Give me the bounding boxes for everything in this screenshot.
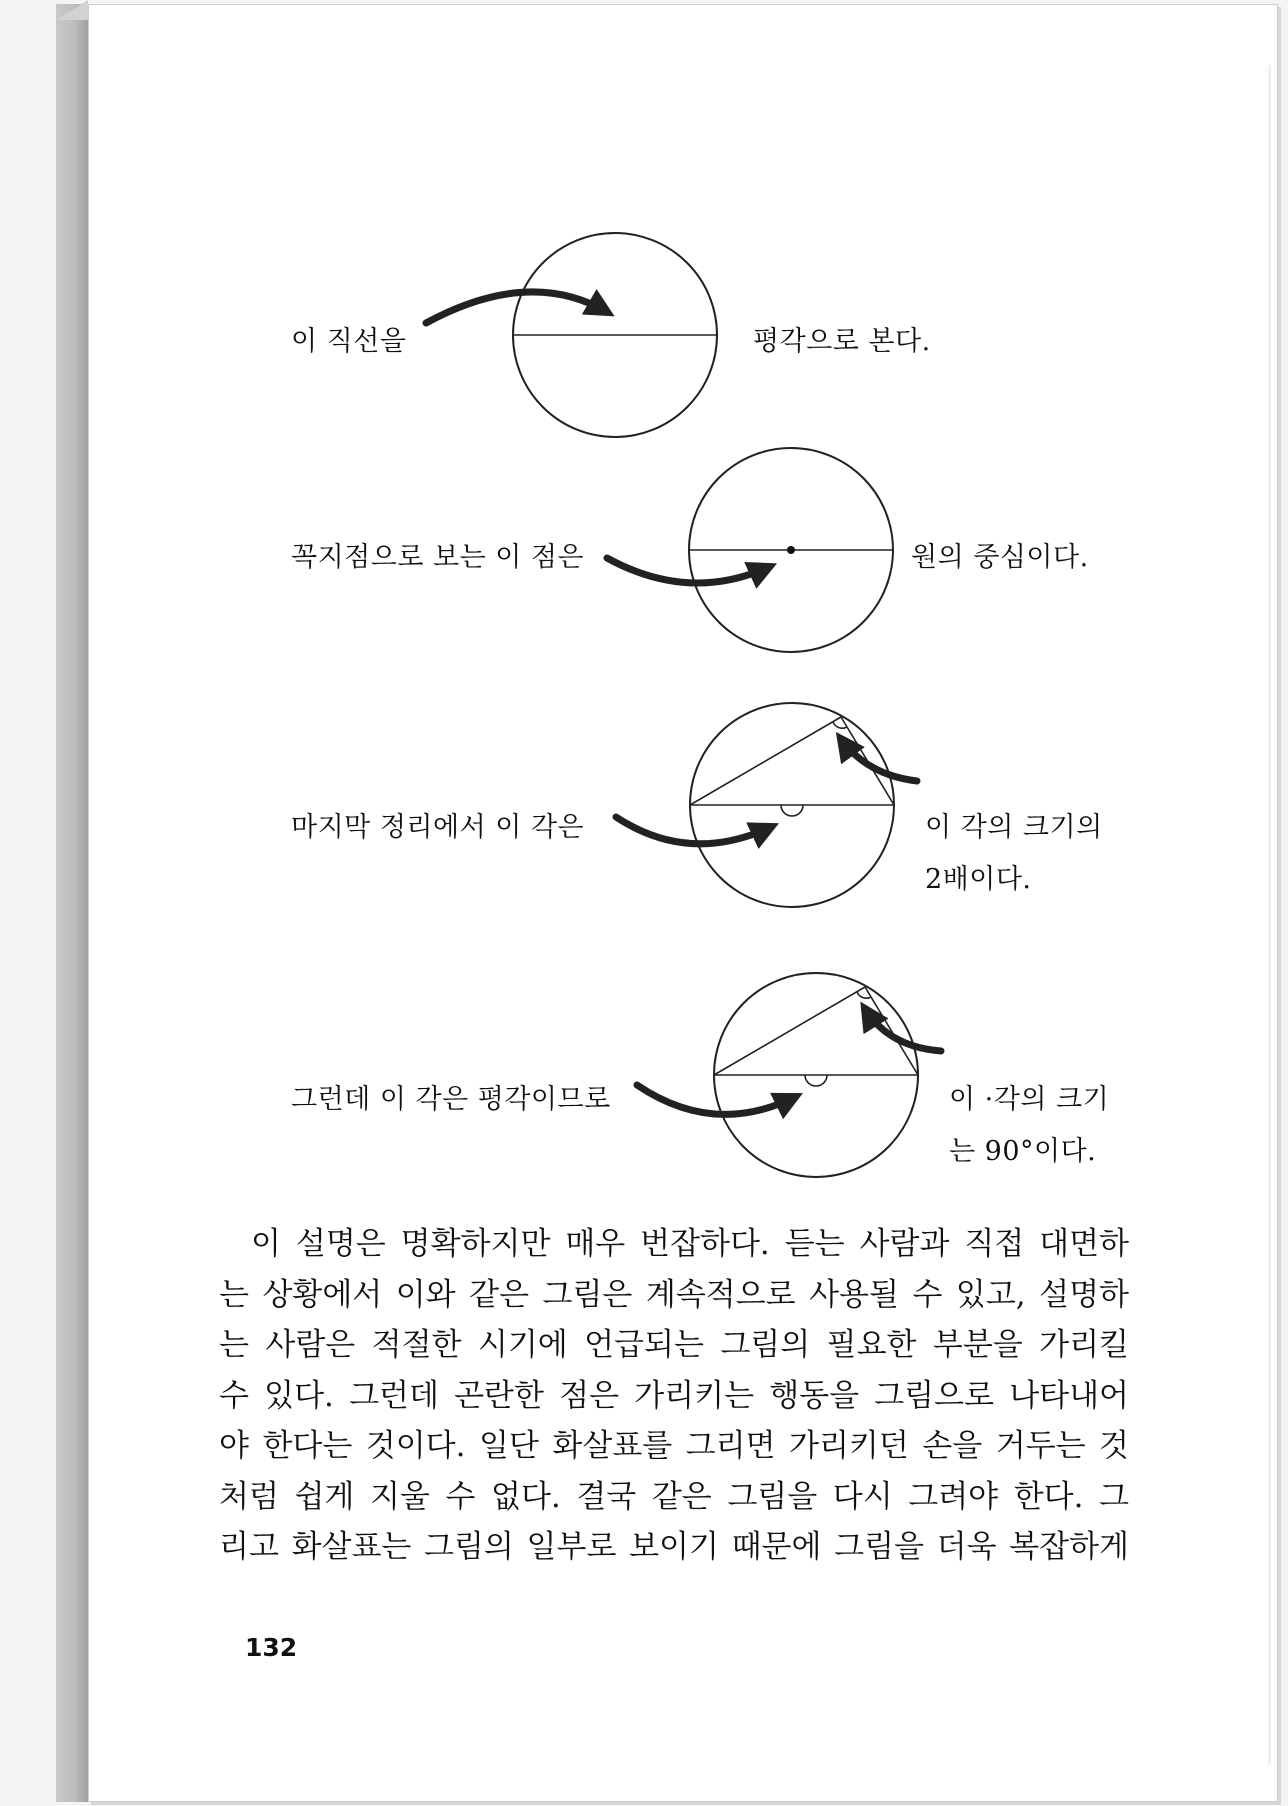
body-line-3: 는 사람은 적절한 시기에 언급되는 그림의 필요한 부분을 가리킬 <box>219 1327 1129 1363</box>
chord-4a <box>714 987 865 1075</box>
body-line-5: 야 한다는 것이다. 일단 화살표를 그리면 가리키던 손을 거두는 것 <box>219 1428 1129 1464</box>
center-angle-arc-3 <box>781 805 803 816</box>
chord-3a <box>690 717 841 805</box>
figure-1 <box>426 233 717 437</box>
figure-3 <box>616 703 917 907</box>
figure-2 <box>607 448 893 652</box>
figure-3-left-label: 마지막 정리에서 이 각은 <box>291 812 585 843</box>
figure-3-right-label-line1: 이 각의 크기의 <box>925 812 1103 843</box>
figure-4-right-label-line1: 이 ·각의 크기 <box>949 1084 1110 1115</box>
figure-4 <box>637 973 941 1177</box>
figure-3-right-label-line2: 2배이다. <box>925 864 1032 895</box>
figure-2-right-label: 원의 중심이다. <box>911 542 1089 573</box>
body-line-4: 수 있다. 그런데 곤란한 점은 가리키는 행동을 그림으로 나타내어 <box>219 1377 1129 1414</box>
arrow-4b <box>865 1009 941 1051</box>
figure-1-left-label: 이 직선을 <box>291 326 407 357</box>
body-line-7: 리고 화살표는 그림의 일부로 보이기 때문에 그림을 더욱 복잡하게 <box>219 1529 1129 1565</box>
center-point <box>787 546 795 554</box>
arrow-2 <box>607 558 769 583</box>
geometry-figures <box>89 5 1279 1205</box>
chord-4b <box>865 987 918 1075</box>
body-paragraph <box>219 1219 1129 1573</box>
book-page <box>88 4 1278 1802</box>
figure-1-right-label: 평각으로 본다. <box>753 326 931 357</box>
body-line-6: 처럼 쉽게 지울 수 없다. 결국 같은 그림을 다시 그려야 한다. 그 <box>219 1478 1129 1515</box>
book-spine <box>56 4 88 1802</box>
page-number: 132 <box>245 1633 298 1662</box>
figure-2-left-label: 꼭지점으로 보는 이 점은 <box>291 542 585 573</box>
figure-4-left-label: 그런데 이 각은 평각이므로 <box>291 1084 611 1115</box>
center-angle-arc-4 <box>805 1075 827 1086</box>
figure-4-right-label-line2: 는 90°이다. <box>949 1136 1097 1167</box>
arrow-3b <box>841 739 917 781</box>
body-line-2: 는 상황에서 이와 같은 그림은 계속적으로 사용될 수 있고, 설명하 <box>219 1276 1129 1313</box>
body-line-1: 이 설명은 명확하지만 매우 번잡하다. 듣는 사람과 직접 대면하 <box>251 1226 1129 1262</box>
